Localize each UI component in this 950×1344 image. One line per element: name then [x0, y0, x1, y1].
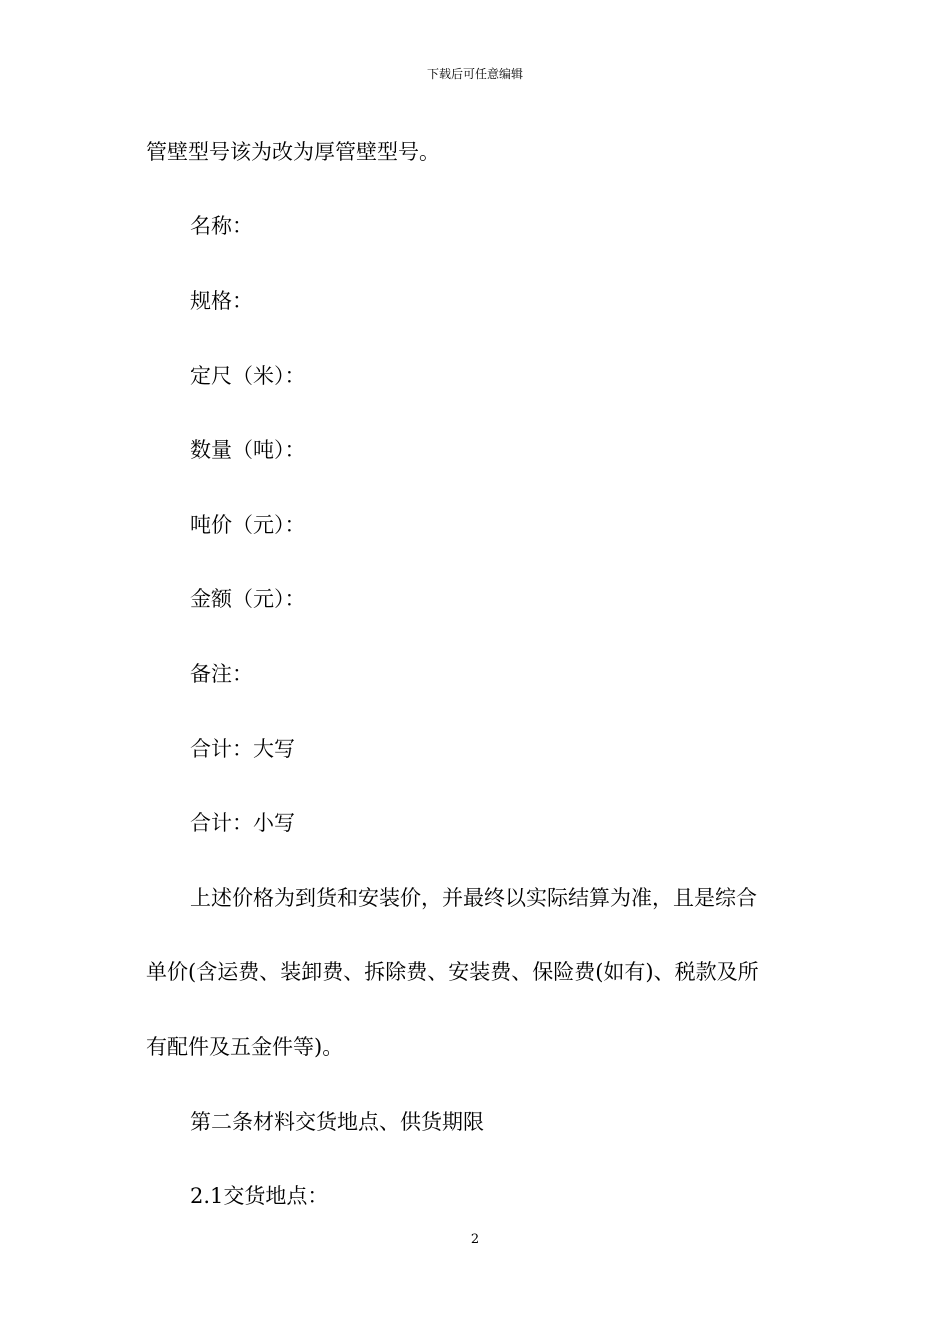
page-header: 下载后可任意编辑 — [426, 67, 523, 81]
price-paragraph-line-2: 单价(含运费、装卸费、拆除费、安装费、保险费(如有)、税款及所 — [146, 960, 759, 984]
price-paragraph-line-1: 上述价格为到货和安装价，并最终以实际结算为准，且是综合 — [190, 886, 757, 910]
remark-label: 备注： — [190, 662, 253, 686]
body-line-continuation: 管壁型号该为改为厚管壁型号。 — [146, 140, 440, 164]
total-lower-label: 合计：小写 — [190, 811, 295, 835]
total-upper-label: 合计：大写 — [190, 737, 295, 761]
length-label: 定尺（米）： — [190, 364, 306, 388]
page-number: 2 — [470, 1232, 480, 1247]
quantity-label: 数量（吨）： — [190, 438, 306, 462]
name-label: 名称： — [190, 214, 253, 238]
ton-price-label: 吨价（元）： — [190, 513, 306, 537]
article-2-title: 第二条材料交货地点、供货期限 — [190, 1110, 484, 1134]
price-paragraph-line-3: 有配件及五金件等)。 — [146, 1035, 344, 1059]
spec-label: 规格： — [190, 289, 253, 313]
amount-label: 金额（元）： — [190, 587, 306, 611]
clause-2-1: 2.1交货地点： — [190, 1184, 329, 1208]
